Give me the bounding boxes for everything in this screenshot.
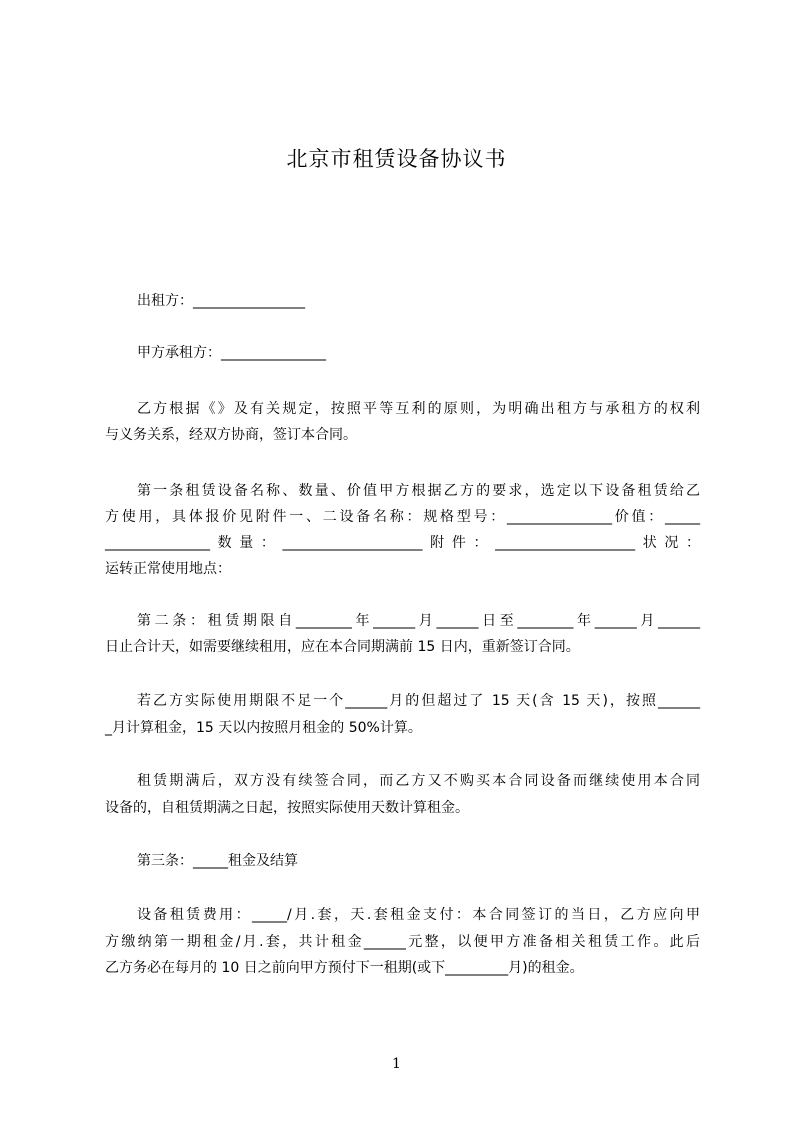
rent-fee-line-1: 设备租赁费用：_____/月.套，天.套租金支付：本合同签订的当日，乙方应向甲	[137, 907, 700, 923]
rent-fee-line-2: 方缴纳第一期租金/月.套，共计租金______元整，以便甲方准备相关租赁工作。此后	[105, 934, 700, 950]
lessor-line: 出租方：________________	[137, 293, 305, 309]
page-number: 1	[392, 1056, 401, 1072]
intro-paragraph-line-1: 乙方根据《》及有关规定，按照平等互利的原则，为明确出租方与承租方的权利	[137, 401, 700, 417]
article-1-line-3: _______________数量：____________________附件：____________________状况：	[105, 535, 700, 551]
article-1-line-2: 方使用，具体报价见附件一、二设备名称：规格型号：_______________价值：_____	[105, 509, 700, 525]
intro-paragraph-line-2: 与义务关系，经双方协商，签订本合同。	[105, 427, 357, 443]
lessee-line: 甲方承租方：_______________	[137, 345, 326, 361]
overdue-line-2: 设备的，自租赁期满之日起，按照实际使用天数计算租金。	[105, 800, 469, 816]
rent-fee-line-3: 乙方务必在每月的 10 日之前向甲方预付下一租期(或下_________月)的租金。	[105, 960, 584, 976]
article-1-line-4: 运转正常使用地点：	[105, 561, 231, 577]
article-3-heading: 第三条：_____租金及结算	[137, 853, 298, 869]
partial-month-line-1: 若乙方实际使用期限不足一个______月的但超过了 15 天(含 15 天)，按照______	[137, 693, 700, 709]
article-1-line-1: 第一条租赁设备名称、数量、价值甲方根据乙方的要求，选定以下设备租赁给乙	[137, 483, 700, 499]
overdue-line-1: 租赁期满后，双方没有续签合同，而乙方又不购买本合同设备而继续使用本合同	[137, 773, 700, 789]
partial-month-line-2: _月计算租金，15 天以内按照月租金的 50%计算。	[105, 720, 422, 736]
article-2-line-2: 日止合计天，如需要继续租用，应在本合同期满前 15 日内，重新签订合同。	[105, 639, 580, 655]
article-2-line-1: 第二条：租赁期限自________年______月______日至________年______月______	[137, 613, 700, 629]
document-title: 北京市租赁设备协议书	[286, 147, 507, 171]
